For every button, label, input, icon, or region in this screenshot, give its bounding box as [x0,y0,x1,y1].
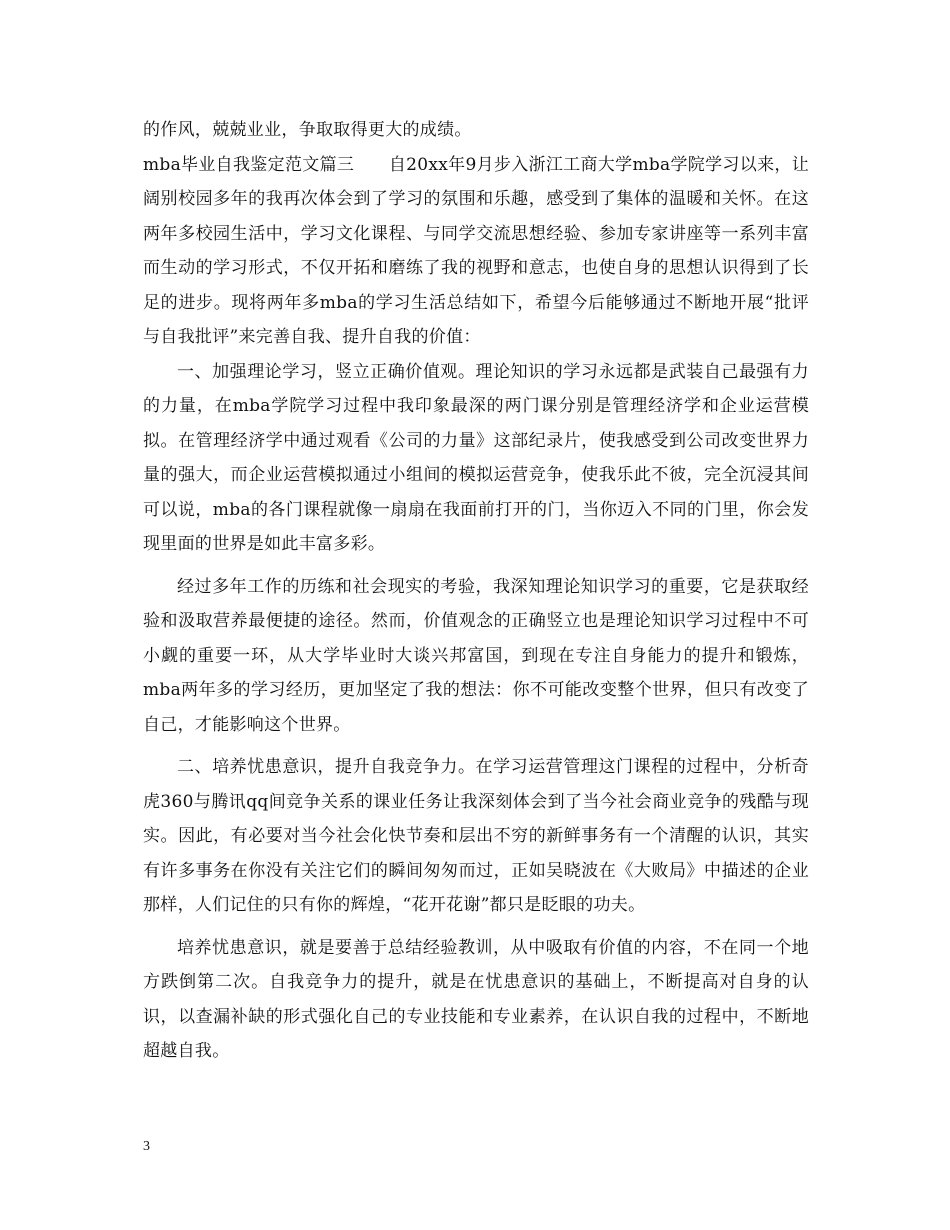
page-number: 3 [143,1139,150,1154]
paragraph-continuation: 的作风，兢兢业业，争取取得更大的成绩。 [143,120,472,140]
paragraph-awareness: 培养忧患意识，就是要善于总结经验教训，从中吸取有价值的内容，不在同一个地方跌倒第二次。自我竞争力的提升，就是在忧患意识的基础上，不断提高对自身的认识，以查漏补缺的形式强化自己的专业技能和专业素养，在认识自我的过程中，不断地超越自我。 [143,937,809,1061]
paragraph-essay-intro: mba毕业自我鉴定范文篇三 自20xx年9月步入浙江工商大学mba学院学习以来，让阔别校园多年的我再次体会到了学习的氛围和乐趣，感受到了集体的温暖和关怀。在这两年多校园生活中，学习文化课程、与同学交流思想经验、参加专家讲座等一系列丰富而生动的学习形式，不仅开拓和磨练了我的视野和意志，也使自身的思想认识得到了长足的进步。现将两年多mba的学习生活总结如下，希望今后能够通过不断地开展“批评与自我批评”来完善自我、提升自我的价值： [143,154,809,347]
paragraph-theory-learning: 经过多年工作的历练和社会现实的考验，我深知理论知识学习的重要，它是获取经验和汲取营养最便捷的途径。然而，价值观念的正确竖立也是理论知识学习过程中不可小觑的重要一环，从大学毕业时大谈兴邦富国，到现在专注自身能力的提升和锻炼，mba两年多的学习经历，更加坚定了我的想法：你不可能改变整个世界，但只有改变了自己，才能影响这个世界。 [143,576,809,735]
paragraph-section-two: 二、培养忧患意识，提升自我竞争力。在学习运营管理这门课程的过程中，分析奇虎360与腾讯qq间竞争关系的课业任务让我深刻体会到了当今社会商业竞争的残酷与现实。因此，有必要对当今社会化快节奏和层出不穷的新鲜事务有一个清醒的认识，其实有许多事务在你没有关注它们的瞬间匆匆而过，正如吴晓波在《大败局》中描述的企业那样，人们记住的只有你的辉煌，“花开花谢”都只是眨眼的功夫。 [143,757,809,915]
document-body [143,113,809,1069]
paragraph-section-one: 一、加强理论学习，竖立正确价值观。理论知识的学习永远都是武装自己最强有力的力量，在mba学院学习过程中我印象最深的两门课分别是管理经济学和企业运营模拟。在管理经济学中通过观看《公司的力量》这部纪录片，使我感受到公司改变世界力量的强大，而企业运营模拟通过小组间的模拟运营竞争，使我乐此不彼，完全沉浸其间可以说，mba的各门课程就像一扇扇在我面前打开的门，当你迈入不同的门里，你会发现里面的世界是如此丰富多彩。 [143,361,809,554]
